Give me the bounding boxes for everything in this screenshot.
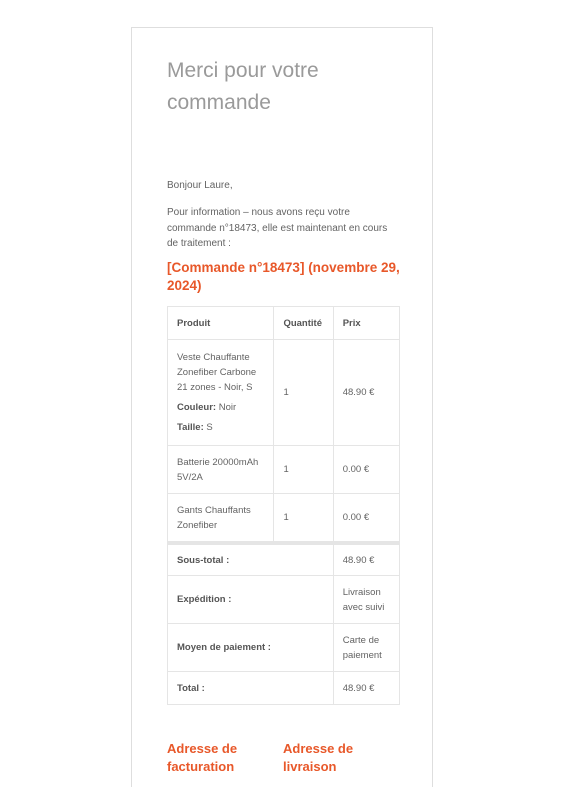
header-product: Produit — [168, 307, 274, 340]
table-row — [168, 494, 400, 544]
order-confirmation-email — [131, 27, 433, 787]
item-quantity: 1 — [274, 446, 333, 494]
total-value: 48.90 € — [333, 672, 399, 705]
attribute-value: Noir — [218, 402, 237, 413]
item-quantity: 1 — [274, 340, 333, 446]
shipping-value: Livraison avec suivi — [333, 576, 399, 624]
table-header-row — [168, 307, 400, 340]
table-row — [168, 340, 400, 446]
payment-label: Moyen de paiement : — [168, 624, 334, 672]
item-attribute-color — [177, 400, 264, 415]
item-product-cell — [168, 340, 274, 446]
subtotal-row — [168, 543, 400, 576]
subtotal-label: Sous-total : — [168, 543, 334, 576]
shipping-address-title: Adresse de livraison — [283, 741, 354, 774]
table-row — [168, 446, 400, 494]
item-price: 48.90 € — [333, 340, 399, 446]
header-price: Prix — [333, 307, 399, 340]
total-row — [168, 672, 400, 705]
item-attribute-size — [177, 420, 264, 435]
item-price: 0.00 € — [333, 494, 399, 544]
header-quantity: Quantité — [274, 307, 333, 340]
attribute-label: Taille: — [177, 422, 204, 433]
payment-value: Carte de paiement — [333, 624, 399, 672]
item-quantity: 1 — [274, 494, 333, 544]
billing-address-title: Adresse de facturation — [167, 741, 238, 774]
intro-text: Pour information – nous avons reçu votre commande n°18473, elle est maintenant en cours de traitement : — [167, 207, 388, 249]
payment-row — [168, 624, 400, 672]
attribute-value: S — [206, 422, 213, 433]
total-label: Total : — [168, 672, 334, 705]
order-title: [Commande n°18473] (novembre 29, 2024) — [167, 260, 400, 293]
greeting-text: Bonjour Laure, — [167, 180, 233, 191]
shipping-label: Expédition : — [168, 576, 334, 624]
attribute-label: Couleur: — [177, 402, 217, 413]
item-product-name: Gants Chauffants Zonefiber — [168, 494, 274, 544]
item-product-name: Veste Chauffante Zonefiber Carbone 21 zones - Noir, S — [177, 352, 257, 393]
order-items-table — [167, 306, 400, 705]
email-heading: Merci pour votre commande — [167, 59, 319, 114]
subtotal-value: 48.90 € — [333, 543, 399, 576]
shipping-row — [168, 576, 400, 624]
item-price: 0.00 € — [333, 446, 399, 494]
item-product-name: Batterie 20000mAh 5V/2A — [168, 446, 274, 494]
